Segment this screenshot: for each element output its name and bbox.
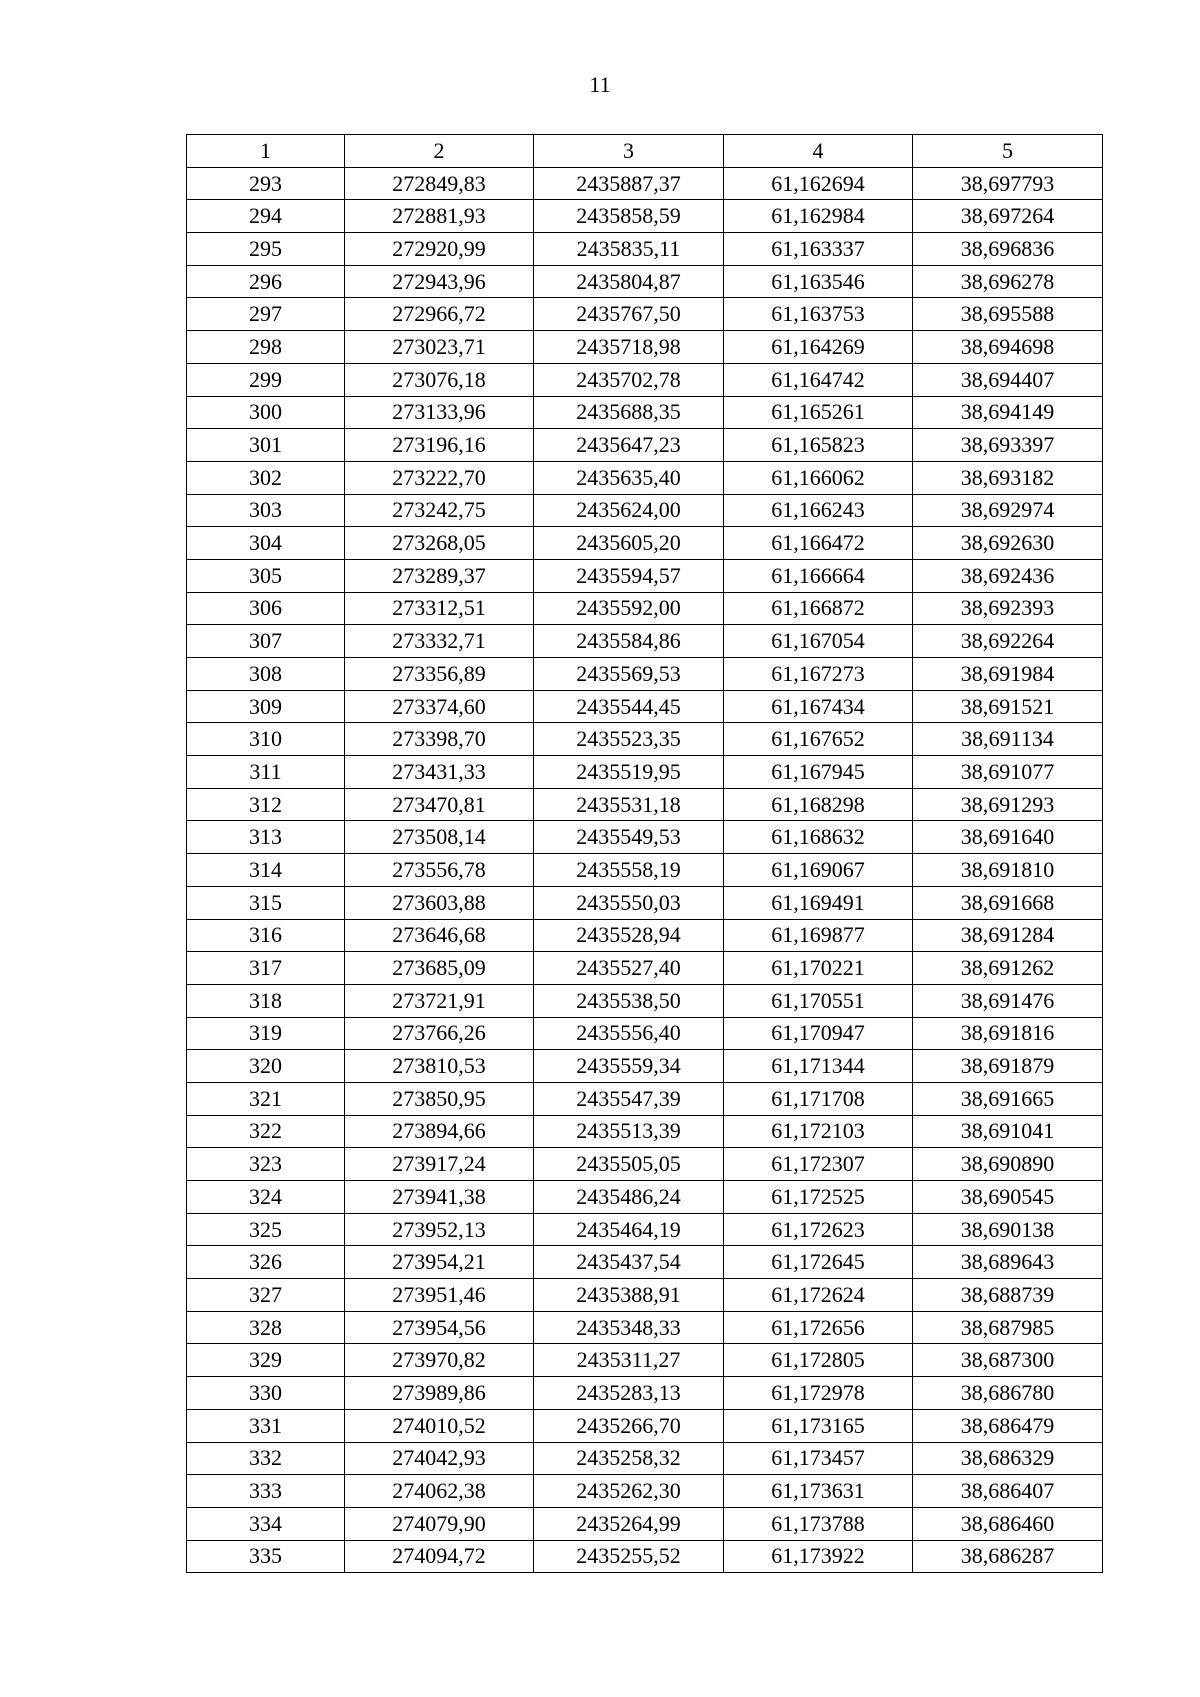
table-row <box>187 167 1103 200</box>
table-cell: 273289,37 <box>345 559 534 592</box>
table-cell: 273374,60 <box>345 690 534 723</box>
table-cell: 325 <box>187 1213 345 1246</box>
table-cell: 335 <box>187 1540 345 1573</box>
table-row <box>187 494 1103 527</box>
table-cell: 2435624,00 <box>534 494 724 527</box>
table-cell: 38,690138 <box>913 1213 1103 1246</box>
table-cell: 294 <box>187 200 345 233</box>
table-cell: 321 <box>187 1082 345 1115</box>
table-cell: 38,692630 <box>913 527 1103 560</box>
table-cell: 38,694149 <box>913 396 1103 429</box>
table-cell: 38,686287 <box>913 1540 1103 1573</box>
table-cell: 2435528,94 <box>534 919 724 952</box>
table-cell: 61,173788 <box>724 1507 913 1540</box>
table-cell: 306 <box>187 592 345 625</box>
table-cell: 273603,88 <box>345 886 534 919</box>
table-cell: 38,692974 <box>913 494 1103 527</box>
table-cell: 303 <box>187 494 345 527</box>
table-cell: 38,690545 <box>913 1181 1103 1214</box>
table-cell: 317 <box>187 952 345 985</box>
table-cell: 61,172624 <box>724 1279 913 1312</box>
table-cell: 273398,70 <box>345 723 534 756</box>
table-cell: 314 <box>187 854 345 887</box>
table-cell: 2435605,20 <box>534 527 724 560</box>
table-cell: 272966,72 <box>345 298 534 331</box>
table-cell: 38,691262 <box>913 952 1103 985</box>
table-cell: 2435519,95 <box>534 756 724 789</box>
table-cell: 318 <box>187 984 345 1017</box>
table-row <box>187 1311 1103 1344</box>
table-cell: 2435556,40 <box>534 1017 724 1050</box>
table-cell: 293 <box>187 167 345 200</box>
table-cell: 38,691665 <box>913 1082 1103 1115</box>
table-cell: 38,696278 <box>913 265 1103 298</box>
table-row <box>187 1279 1103 1312</box>
table-cell: 61,162984 <box>724 200 913 233</box>
table-cell: 272849,83 <box>345 167 534 200</box>
table-cell: 61,168298 <box>724 788 913 821</box>
table-row <box>187 233 1103 266</box>
table-row <box>187 625 1103 658</box>
table-row <box>187 1050 1103 1083</box>
table-row <box>187 1017 1103 1050</box>
header-row <box>187 135 1103 168</box>
table-cell: 298 <box>187 331 345 364</box>
table-cell: 38,686460 <box>913 1507 1103 1540</box>
table-cell: 61,173631 <box>724 1475 913 1508</box>
table-row <box>187 1246 1103 1279</box>
table-cell: 61,169877 <box>724 919 913 952</box>
table-cell: 61,163337 <box>724 233 913 266</box>
table-cell: 315 <box>187 886 345 919</box>
table-cell: 38,691521 <box>913 690 1103 723</box>
table-cell: 38,688739 <box>913 1279 1103 1312</box>
table-row <box>187 756 1103 789</box>
table-cell: 334 <box>187 1507 345 1540</box>
table-cell: 61,162694 <box>724 167 913 200</box>
table-cell: 295 <box>187 233 345 266</box>
table-cell: 274042,93 <box>345 1442 534 1475</box>
table-cell: 38,691077 <box>913 756 1103 789</box>
table-row <box>187 527 1103 560</box>
table-cell: 38,691640 <box>913 821 1103 854</box>
table-cell: 2435258,32 <box>534 1442 724 1475</box>
table-cell: 273646,68 <box>345 919 534 952</box>
table-cell: 329 <box>187 1344 345 1377</box>
table-cell: 2435262,30 <box>534 1475 724 1508</box>
table-cell: 38,686479 <box>913 1409 1103 1442</box>
table-cell: 333 <box>187 1475 345 1508</box>
table-cell: 2435527,40 <box>534 952 724 985</box>
table-cell: 310 <box>187 723 345 756</box>
table-cell: 61,164742 <box>724 363 913 396</box>
table-cell: 38,691284 <box>913 919 1103 952</box>
table-cell: 38,696836 <box>913 233 1103 266</box>
table-cell: 300 <box>187 396 345 429</box>
table-cell: 273850,95 <box>345 1082 534 1115</box>
table-cell: 296 <box>187 265 345 298</box>
table-cell: 2435647,23 <box>534 429 724 462</box>
table-cell: 309 <box>187 690 345 723</box>
table-cell: 273356,89 <box>345 658 534 691</box>
table-cell: 38,691984 <box>913 658 1103 691</box>
table-cell: 302 <box>187 461 345 494</box>
table-row <box>187 1344 1103 1377</box>
column-header: 1 <box>187 135 345 168</box>
table-cell: 2435584,86 <box>534 625 724 658</box>
table-cell: 2435266,70 <box>534 1409 724 1442</box>
table-cell: 273894,66 <box>345 1115 534 1148</box>
table-row <box>187 1475 1103 1508</box>
table-row <box>187 592 1103 625</box>
table-cell: 273685,09 <box>345 952 534 985</box>
table-row <box>187 1082 1103 1115</box>
table-cell: 61,166664 <box>724 559 913 592</box>
table-row <box>187 1409 1103 1442</box>
table-cell: 2435767,50 <box>534 298 724 331</box>
table-row <box>187 690 1103 723</box>
table-cell: 38,691810 <box>913 854 1103 887</box>
table-row <box>187 984 1103 1017</box>
table-cell: 38,691134 <box>913 723 1103 756</box>
table-row <box>187 919 1103 952</box>
table-cell: 38,687985 <box>913 1311 1103 1344</box>
table-cell: 61,171344 <box>724 1050 913 1083</box>
table-cell: 272920,99 <box>345 233 534 266</box>
table-cell: 2435549,53 <box>534 821 724 854</box>
table-row <box>187 1213 1103 1246</box>
table-cell: 61,167273 <box>724 658 913 691</box>
table-cell: 61,167652 <box>724 723 913 756</box>
table-cell: 61,168632 <box>724 821 913 854</box>
table-row <box>187 952 1103 985</box>
table-cell: 2435505,05 <box>534 1148 724 1181</box>
table-cell: 2435283,13 <box>534 1377 724 1410</box>
table-body <box>187 167 1103 1573</box>
table-cell: 61,165261 <box>724 396 913 429</box>
table-cell: 61,166243 <box>724 494 913 527</box>
table-row <box>187 1148 1103 1181</box>
table-cell: 61,163753 <box>724 298 913 331</box>
table-cell: 2435547,39 <box>534 1082 724 1115</box>
table-cell: 273556,78 <box>345 854 534 887</box>
table-cell: 61,169491 <box>724 886 913 919</box>
table-cell: 38,691668 <box>913 886 1103 919</box>
table-cell: 2435513,39 <box>534 1115 724 1148</box>
table-cell: 273133,96 <box>345 396 534 429</box>
table-cell: 304 <box>187 527 345 560</box>
table-cell: 328 <box>187 1311 345 1344</box>
table-row <box>187 1507 1103 1540</box>
coordinates-table <box>186 134 1103 1573</box>
table-cell: 274010,52 <box>345 1409 534 1442</box>
table-cell: 61,172525 <box>724 1181 913 1214</box>
table-row <box>187 854 1103 887</box>
table-cell: 61,172978 <box>724 1377 913 1410</box>
table-cell: 307 <box>187 625 345 658</box>
table-cell: 273470,81 <box>345 788 534 821</box>
table-row <box>187 461 1103 494</box>
table-cell: 273766,26 <box>345 1017 534 1050</box>
table-cell: 2435804,87 <box>534 265 724 298</box>
table-cell: 273954,56 <box>345 1311 534 1344</box>
table-cell: 38,686329 <box>913 1442 1103 1475</box>
table-cell: 273431,33 <box>345 756 534 789</box>
table-cell: 2435559,34 <box>534 1050 724 1083</box>
table-cell: 61,172645 <box>724 1246 913 1279</box>
table-cell: 2435311,27 <box>534 1344 724 1377</box>
table-cell: 273508,14 <box>345 821 534 854</box>
table-row <box>187 331 1103 364</box>
table-header <box>187 135 1103 168</box>
table-cell: 273332,71 <box>345 625 534 658</box>
table-cell: 316 <box>187 919 345 952</box>
table-row <box>187 298 1103 331</box>
table-cell: 38,691816 <box>913 1017 1103 1050</box>
table-cell: 273023,71 <box>345 331 534 364</box>
table-cell: 274094,72 <box>345 1540 534 1573</box>
column-header: 2 <box>345 135 534 168</box>
table-cell: 311 <box>187 756 345 789</box>
table-cell: 274062,38 <box>345 1475 534 1508</box>
column-header: 3 <box>534 135 724 168</box>
table-cell: 2435486,24 <box>534 1181 724 1214</box>
table-cell: 273810,53 <box>345 1050 534 1083</box>
table-cell: 38,691476 <box>913 984 1103 1017</box>
table-cell: 38,693182 <box>913 461 1103 494</box>
table-cell: 273076,18 <box>345 363 534 396</box>
table-cell: 38,690890 <box>913 1148 1103 1181</box>
table-cell: 272881,93 <box>345 200 534 233</box>
table-cell: 2435264,99 <box>534 1507 724 1540</box>
table-cell: 2435437,54 <box>534 1246 724 1279</box>
table-cell: 273242,75 <box>345 494 534 527</box>
table-cell: 331 <box>187 1409 345 1442</box>
table-row <box>187 886 1103 919</box>
table-row <box>187 788 1103 821</box>
table-cell: 61,172103 <box>724 1115 913 1148</box>
table-row <box>187 1540 1103 1573</box>
column-header: 4 <box>724 135 913 168</box>
table-cell: 38,697264 <box>913 200 1103 233</box>
table-cell: 61,172805 <box>724 1344 913 1377</box>
table-cell: 273954,21 <box>345 1246 534 1279</box>
table-cell: 2435531,18 <box>534 788 724 821</box>
table-cell: 273312,51 <box>345 592 534 625</box>
table-cell: 313 <box>187 821 345 854</box>
table-row <box>187 1181 1103 1214</box>
table-cell: 2435464,19 <box>534 1213 724 1246</box>
table-cell: 2435544,45 <box>534 690 724 723</box>
table-row <box>187 200 1103 233</box>
table-row <box>187 1442 1103 1475</box>
table-cell: 61,173165 <box>724 1409 913 1442</box>
table-cell: 273970,82 <box>345 1344 534 1377</box>
table-cell: 38,692436 <box>913 559 1103 592</box>
table-cell: 305 <box>187 559 345 592</box>
table-cell: 38,686407 <box>913 1475 1103 1508</box>
table-cell: 332 <box>187 1442 345 1475</box>
table-cell: 61,167434 <box>724 690 913 723</box>
column-header: 5 <box>913 135 1103 168</box>
table-row <box>187 1115 1103 1148</box>
table-cell: 2435835,11 <box>534 233 724 266</box>
table-cell: 2435255,52 <box>534 1540 724 1573</box>
table-row <box>187 396 1103 429</box>
table-cell: 319 <box>187 1017 345 1050</box>
table-cell: 61,167945 <box>724 756 913 789</box>
table-cell: 61,167054 <box>724 625 913 658</box>
table-cell: 273989,86 <box>345 1377 534 1410</box>
table-cell: 61,164269 <box>724 331 913 364</box>
table-cell: 38,686780 <box>913 1377 1103 1410</box>
table-row <box>187 429 1103 462</box>
table-cell: 322 <box>187 1115 345 1148</box>
table-cell: 38,691293 <box>913 788 1103 821</box>
table-cell: 38,692264 <box>913 625 1103 658</box>
table-row <box>187 363 1103 396</box>
table-row <box>187 1377 1103 1410</box>
table-cell: 273196,16 <box>345 429 534 462</box>
table-cell: 327 <box>187 1279 345 1312</box>
table-cell: 324 <box>187 1181 345 1214</box>
table-cell: 61,169067 <box>724 854 913 887</box>
table-cell: 61,172656 <box>724 1311 913 1344</box>
table-cell: 273951,46 <box>345 1279 534 1312</box>
table-cell: 301 <box>187 429 345 462</box>
table-cell: 61,165823 <box>724 429 913 462</box>
table-cell: 273941,38 <box>345 1181 534 1214</box>
table-cell: 273917,24 <box>345 1148 534 1181</box>
table-cell: 326 <box>187 1246 345 1279</box>
table-cell: 38,692393 <box>913 592 1103 625</box>
table-cell: 2435702,78 <box>534 363 724 396</box>
table-cell: 38,689643 <box>913 1246 1103 1279</box>
table-row <box>187 821 1103 854</box>
table-cell: 273222,70 <box>345 461 534 494</box>
table-cell: 2435550,03 <box>534 886 724 919</box>
table-cell: 61,166472 <box>724 527 913 560</box>
table-cell: 274079,90 <box>345 1507 534 1540</box>
table-row <box>187 559 1103 592</box>
table-cell: 2435388,91 <box>534 1279 724 1312</box>
table-cell: 38,691879 <box>913 1050 1103 1083</box>
table-cell: 38,687300 <box>913 1344 1103 1377</box>
table-cell: 2435592,00 <box>534 592 724 625</box>
table-cell: 38,697793 <box>913 167 1103 200</box>
table-cell: 61,172307 <box>724 1148 913 1181</box>
table-cell: 61,166062 <box>724 461 913 494</box>
table-cell: 61,171708 <box>724 1082 913 1115</box>
table-cell: 38,694698 <box>913 331 1103 364</box>
table-cell: 2435688,35 <box>534 396 724 429</box>
table-cell: 308 <box>187 658 345 691</box>
table-cell: 61,170947 <box>724 1017 913 1050</box>
table-cell: 38,693397 <box>913 429 1103 462</box>
table-cell: 2435348,33 <box>534 1311 724 1344</box>
table-row <box>187 265 1103 298</box>
table-cell: 330 <box>187 1377 345 1410</box>
table-cell: 38,695588 <box>913 298 1103 331</box>
table-cell: 2435718,98 <box>534 331 724 364</box>
table-cell: 312 <box>187 788 345 821</box>
table-cell: 38,691041 <box>913 1115 1103 1148</box>
table-cell: 299 <box>187 363 345 396</box>
table-row <box>187 658 1103 691</box>
table-cell: 61,166872 <box>724 592 913 625</box>
table-cell: 2435538,50 <box>534 984 724 1017</box>
table-cell: 2435523,35 <box>534 723 724 756</box>
table-cell: 2435887,37 <box>534 167 724 200</box>
table-cell: 320 <box>187 1050 345 1083</box>
table-cell: 2435635,40 <box>534 461 724 494</box>
table-cell: 272943,96 <box>345 265 534 298</box>
table-cell: 2435594,57 <box>534 559 724 592</box>
table-cell: 61,172623 <box>724 1213 913 1246</box>
table-cell: 273268,05 <box>345 527 534 560</box>
table-cell: 61,170221 <box>724 952 913 985</box>
table-cell: 2435858,59 <box>534 200 724 233</box>
table-cell: 297 <box>187 298 345 331</box>
table-cell: 2435558,19 <box>534 854 724 887</box>
table-cell: 61,163546 <box>724 265 913 298</box>
table-cell: 323 <box>187 1148 345 1181</box>
table-cell: 61,173457 <box>724 1442 913 1475</box>
table-row <box>187 723 1103 756</box>
table-cell: 273721,91 <box>345 984 534 1017</box>
table-cell: 38,694407 <box>913 363 1103 396</box>
table-cell: 61,170551 <box>724 984 913 1017</box>
table-cell: 2435569,53 <box>534 658 724 691</box>
table-cell: 61,173922 <box>724 1540 913 1573</box>
page-number: 11 <box>589 72 611 97</box>
table-cell: 273952,13 <box>345 1213 534 1246</box>
